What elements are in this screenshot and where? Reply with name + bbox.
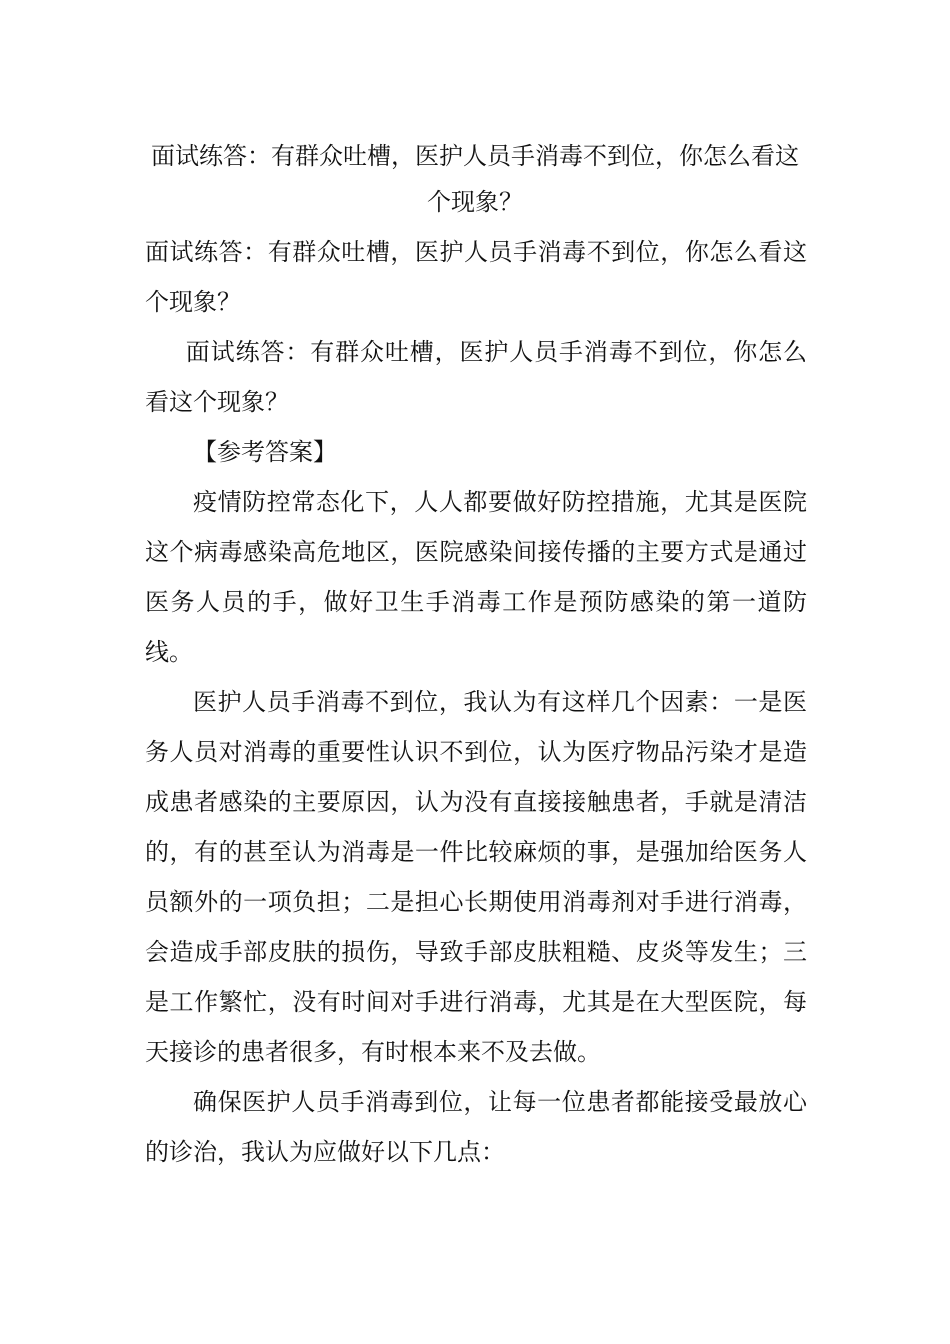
document-title: 面试练答：有群众吐槽，医护人员手消毒不到位，你怎么看这个现象？ — [151, 142, 799, 216]
paragraph-question: 面试练答：有群众吐槽，医护人员手消毒不到位，你怎么看这个现象？ — [145, 338, 807, 416]
document-body — [145, 227, 807, 1177]
paragraph-causes: 医护人员手消毒不到位，我认为有这样几个因素：一是医务人员对消毒的重要性认识不到位，认为医疗物品污染才是造成患者感染的主要原因，认为没有直接接触患者，手就是清洁的，有的甚至认为消毒是一件比较麻烦的事，是强加给医务人员额外的一项负担；二是担心长期使用消毒剂对手进行消毒，会造成手部皮肤的损伤，导致手部皮肤粗糙、皮炎等发生；三是工作繁忙，没有时间对手进行消毒，尤其是在大型医院，每天接诊的患者很多，有时根本来不及去做。 — [145, 688, 807, 1066]
paragraph-solutions-intro: 确保医护人员手消毒到位，让每一位患者都能接受最放心的诊治，我认为应做好以下几点： — [145, 1088, 807, 1166]
paragraph-repeat-title: 面试练答：有群众吐槽，医护人员手消毒不到位，你怎么看这个现象？ — [145, 238, 807, 316]
reference-answer-heading: 【参考答案】 — [193, 438, 337, 466]
paragraph-background: 疫情防控常态化下，人人都要做好防控措施，尤其是医院这个病毒感染高危地区，医院感染间接传播的主要方式是通过医务人员的手，做好卫生手消毒工作是预防感染的第一道防线。 — [145, 488, 807, 666]
